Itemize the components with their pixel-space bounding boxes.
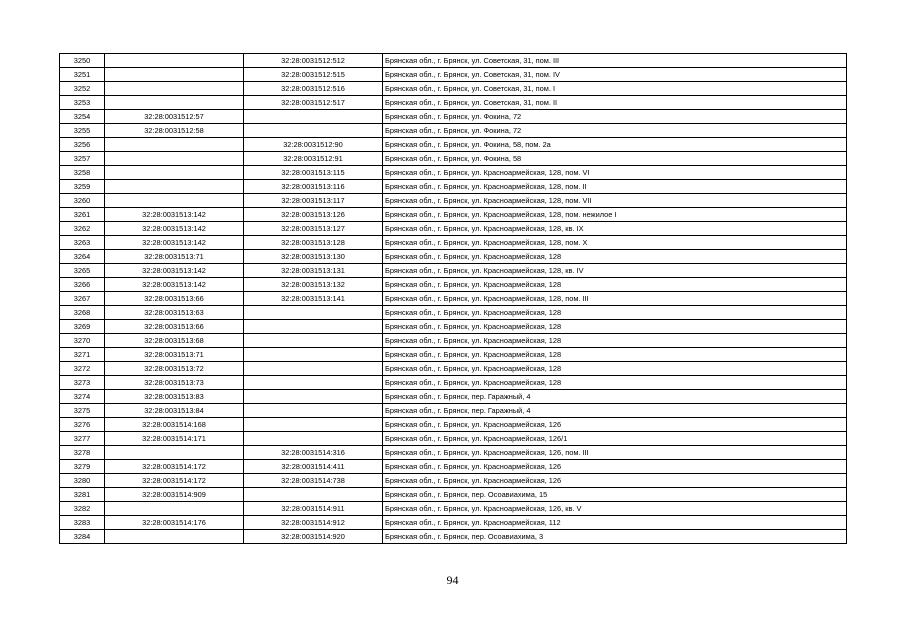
table-row: [60, 278, 847, 292]
row-number-cell: 3261: [60, 208, 105, 222]
parcel-cadastral-number-cell: 32:28:0031512:58: [105, 124, 244, 138]
address-cell: Брянская обл., г. Брянск, ул. Красноармейская, 126: [383, 418, 847, 432]
table-row: [60, 376, 847, 390]
parcel-cadastral-number-cell: 32:28:0031514:176: [105, 516, 244, 530]
table-row: [60, 138, 847, 152]
object-cadastral-number-cell: [244, 306, 383, 320]
row-number-cell: 3280: [60, 474, 105, 488]
object-cadastral-number-cell: 32:28:0031513:141: [244, 292, 383, 306]
table-row: [60, 502, 847, 516]
address-cell: Брянская обл., г. Брянск, ул. Красноармейская, 128: [383, 250, 847, 264]
table-row: [60, 54, 847, 68]
object-cadastral-number-cell: [244, 404, 383, 418]
parcel-cadastral-number-cell: 32:28:0031512:57: [105, 110, 244, 124]
parcel-cadastral-number-cell: 32:28:0031513:66: [105, 292, 244, 306]
table-row: [60, 180, 847, 194]
object-cadastral-number-cell: 32:28:0031512:91: [244, 152, 383, 166]
row-number-cell: 3259: [60, 180, 105, 194]
table-row: [60, 82, 847, 96]
address-cell: Брянская обл., г. Брянск, ул. Красноармейская, 128, пом. X: [383, 236, 847, 250]
table-row: [60, 320, 847, 334]
row-number-cell: 3263: [60, 236, 105, 250]
table-row: [60, 236, 847, 250]
table-row: [60, 446, 847, 460]
address-cell: Брянская обл., г. Брянск, ул. Советская, 31, пом. II: [383, 96, 847, 110]
row-number-cell: 3270: [60, 334, 105, 348]
table-row: [60, 194, 847, 208]
table-row: [60, 362, 847, 376]
parcel-cadastral-number-cell: 32:28:0031514:909: [105, 488, 244, 502]
row-number-cell: 3278: [60, 446, 105, 460]
object-cadastral-number-cell: 32:28:0031513:131: [244, 264, 383, 278]
parcel-cadastral-number-cell: 32:28:0031513:142: [105, 222, 244, 236]
parcel-cadastral-number-cell: 32:28:0031513:142: [105, 236, 244, 250]
table-row: [60, 152, 847, 166]
address-cell: Брянская обл., г. Брянск, ул. Советская, 31, пом. IV: [383, 68, 847, 82]
object-cadastral-number-cell: [244, 432, 383, 446]
address-cell: Брянская обл., г. Брянск, пер. Осоавиахима, 3: [383, 530, 847, 544]
address-cell: Брянская обл., г. Брянск, пер. Гаражный, 4: [383, 390, 847, 404]
row-number-cell: 3273: [60, 376, 105, 390]
object-cadastral-number-cell: 32:28:0031512:90: [244, 138, 383, 152]
table-row: [60, 96, 847, 110]
address-cell: Брянская обл., г. Брянск, ул. Красноармейская, 128, кв. IV: [383, 264, 847, 278]
row-number-cell: 3253: [60, 96, 105, 110]
address-cell: Брянская обл., г. Брянск, ул. Фокина, 72: [383, 110, 847, 124]
address-cell: Брянская обл., г. Брянск, ул. Красноармейская, 126, пом. III: [383, 446, 847, 460]
table-row: [60, 222, 847, 236]
parcel-cadastral-number-cell: [105, 166, 244, 180]
table-row: [60, 516, 847, 530]
object-cadastral-number-cell: 32:28:0031513:126: [244, 208, 383, 222]
address-cell: Брянская обл., г. Брянск, ул. Красноармейская, 128, кв. IX: [383, 222, 847, 236]
address-cell: Брянская обл., г. Брянск, пер. Гаражный, 4: [383, 404, 847, 418]
address-cell: Брянская обл., г. Брянск, ул. Красноармейская, 126/1: [383, 432, 847, 446]
address-cell: Брянская обл., г. Брянск, ул. Красноармейская, 128: [383, 278, 847, 292]
row-number-cell: 3284: [60, 530, 105, 544]
table-row: [60, 390, 847, 404]
parcel-cadastral-number-cell: [105, 502, 244, 516]
address-cell: Брянская обл., г. Брянск, ул. Красноармейская, 126, кв. V: [383, 502, 847, 516]
object-cadastral-number-cell: 32:28:0031513:130: [244, 250, 383, 264]
parcel-cadastral-number-cell: 32:28:0031513:68: [105, 334, 244, 348]
parcel-cadastral-number-cell: 32:28:0031513:142: [105, 208, 244, 222]
parcel-cadastral-number-cell: 32:28:0031513:83: [105, 390, 244, 404]
table-row: [60, 306, 847, 320]
row-number-cell: 3275: [60, 404, 105, 418]
address-cell: Брянская обл., г. Брянск, ул. Красноармейская, 128, пом. VI: [383, 166, 847, 180]
page-number: 94: [446, 573, 459, 587]
row-number-cell: 3268: [60, 306, 105, 320]
row-number-cell: 3272: [60, 362, 105, 376]
address-cell: Брянская обл., г. Брянск, ул. Красноармейская, 112: [383, 516, 847, 530]
object-cadastral-number-cell: 32:28:0031513:127: [244, 222, 383, 236]
address-cell: Брянская обл., г. Брянск, ул. Фокина, 58: [383, 152, 847, 166]
row-number-cell: 3271: [60, 348, 105, 362]
address-cell: Брянская обл., г. Брянск, ул. Красноармейская, 128, пом. II: [383, 180, 847, 194]
row-number-cell: 3279: [60, 460, 105, 474]
table-row: [60, 264, 847, 278]
row-number-cell: 3257: [60, 152, 105, 166]
parcel-cadastral-number-cell: [105, 82, 244, 96]
row-number-cell: 3260: [60, 194, 105, 208]
object-cadastral-number-cell: 32:28:0031512:516: [244, 82, 383, 96]
parcel-cadastral-number-cell: [105, 530, 244, 544]
row-number-cell: 3266: [60, 278, 105, 292]
parcel-cadastral-number-cell: [105, 54, 244, 68]
address-cell: Брянская обл., г. Брянск, ул. Красноармейская, 128: [383, 334, 847, 348]
parcel-cadastral-number-cell: [105, 194, 244, 208]
object-cadastral-number-cell: 32:28:0031514:912: [244, 516, 383, 530]
parcel-cadastral-number-cell: 32:28:0031513:66: [105, 320, 244, 334]
parcel-cadastral-number-cell: [105, 446, 244, 460]
address-cell: Брянская обл., г. Брянск, ул. Красноармейская, 126: [383, 460, 847, 474]
parcel-cadastral-number-cell: 32:28:0031513:73: [105, 376, 244, 390]
object-cadastral-number-cell: 32:28:0031513:116: [244, 180, 383, 194]
table-row: [60, 124, 847, 138]
object-cadastral-number-cell: 32:28:0031512:512: [244, 54, 383, 68]
row-number-cell: 3262: [60, 222, 105, 236]
object-cadastral-number-cell: [244, 390, 383, 404]
object-cadastral-number-cell: [244, 362, 383, 376]
parcel-cadastral-number-cell: 32:28:0031514:172: [105, 474, 244, 488]
parcel-cadastral-number-cell: 32:28:0031513:71: [105, 250, 244, 264]
registry-table-body: [60, 54, 847, 544]
object-cadastral-number-cell: [244, 418, 383, 432]
table-row: [60, 110, 847, 124]
row-number-cell: 3283: [60, 516, 105, 530]
row-number-cell: 3276: [60, 418, 105, 432]
address-cell: Брянская обл., г. Брянск, ул. Фокина, 72: [383, 124, 847, 138]
table-row: [60, 474, 847, 488]
row-number-cell: 3258: [60, 166, 105, 180]
table-row: [60, 166, 847, 180]
object-cadastral-number-cell: [244, 320, 383, 334]
address-cell: Брянская обл., г. Брянск, ул. Красноармейская, 128, пом. VII: [383, 194, 847, 208]
parcel-cadastral-number-cell: [105, 180, 244, 194]
parcel-cadastral-number-cell: [105, 138, 244, 152]
row-number-cell: 3282: [60, 502, 105, 516]
table-row: [60, 348, 847, 362]
parcel-cadastral-number-cell: [105, 152, 244, 166]
object-cadastral-number-cell: 32:28:0031513:132: [244, 278, 383, 292]
address-cell: Брянская обл., г. Брянск, ул. Советская, 31, пом. III: [383, 54, 847, 68]
address-cell: Брянская обл., г. Брянск, ул. Красноармейская, 128, пом. III: [383, 292, 847, 306]
row-number-cell: 3277: [60, 432, 105, 446]
property-registry-table: [59, 53, 847, 544]
address-cell: Брянская обл., г. Брянск, ул. Красноармейская, 126: [383, 474, 847, 488]
address-cell: Брянская обл., г. Брянск, ул. Красноармейская, 128, пом. нежилое I: [383, 208, 847, 222]
table-row: [60, 250, 847, 264]
row-number-cell: 3250: [60, 54, 105, 68]
address-cell: Брянская обл., г. Брянск, ул. Красноармейская, 128: [383, 320, 847, 334]
table-row: [60, 208, 847, 222]
address-cell: Брянская обл., г. Брянск, ул. Советская, 31, пом. I: [383, 82, 847, 96]
object-cadastral-number-cell: [244, 334, 383, 348]
row-number-cell: 3265: [60, 264, 105, 278]
row-number-cell: 3274: [60, 390, 105, 404]
address-cell: Брянская обл., г. Брянск, ул. Фокина, 58, пом. 2а: [383, 138, 847, 152]
parcel-cadastral-number-cell: 32:28:0031514:171: [105, 432, 244, 446]
address-cell: Брянская обл., г. Брянск, ул. Красноармейская, 128: [383, 376, 847, 390]
table-row: [60, 68, 847, 82]
address-cell: Брянская обл., г. Брянск, ул. Красноармейская, 128: [383, 306, 847, 320]
parcel-cadastral-number-cell: 32:28:0031513:63: [105, 306, 244, 320]
address-cell: Брянская обл., г. Брянск, ул. Красноармейская, 128: [383, 348, 847, 362]
object-cadastral-number-cell: 32:28:0031514:911: [244, 502, 383, 516]
object-cadastral-number-cell: [244, 376, 383, 390]
table-row: [60, 292, 847, 306]
table-row: [60, 418, 847, 432]
object-cadastral-number-cell: 32:28:0031513:117: [244, 194, 383, 208]
parcel-cadastral-number-cell: 32:28:0031513:84: [105, 404, 244, 418]
object-cadastral-number-cell: 32:28:0031514:920: [244, 530, 383, 544]
address-cell: Брянская обл., г. Брянск, ул. Красноармейская, 128: [383, 362, 847, 376]
object-cadastral-number-cell: [244, 124, 383, 138]
object-cadastral-number-cell: 32:28:0031513:128: [244, 236, 383, 250]
object-cadastral-number-cell: [244, 110, 383, 124]
object-cadastral-number-cell: [244, 348, 383, 362]
row-number-cell: 3269: [60, 320, 105, 334]
table-row: [60, 432, 847, 446]
table-row: [60, 460, 847, 474]
row-number-cell: 3256: [60, 138, 105, 152]
object-cadastral-number-cell: 32:28:0031512:515: [244, 68, 383, 82]
row-number-cell: 3264: [60, 250, 105, 264]
object-cadastral-number-cell: [244, 488, 383, 502]
address-cell: Брянская обл., г. Брянск, пер. Осоавиахима, 15: [383, 488, 847, 502]
parcel-cadastral-number-cell: 32:28:0031513:72: [105, 362, 244, 376]
row-number-cell: 3251: [60, 68, 105, 82]
parcel-cadastral-number-cell: [105, 68, 244, 82]
row-number-cell: 3267: [60, 292, 105, 306]
table-row: [60, 404, 847, 418]
table-row: [60, 530, 847, 544]
row-number-cell: 3254: [60, 110, 105, 124]
object-cadastral-number-cell: 32:28:0031514:738: [244, 474, 383, 488]
table-row: [60, 488, 847, 502]
object-cadastral-number-cell: 32:28:0031514:316: [244, 446, 383, 460]
parcel-cadastral-number-cell: 32:28:0031513:142: [105, 264, 244, 278]
table-row: [60, 334, 847, 348]
parcel-cadastral-number-cell: 32:28:0031514:168: [105, 418, 244, 432]
row-number-cell: 3281: [60, 488, 105, 502]
row-number-cell: 3252: [60, 82, 105, 96]
parcel-cadastral-number-cell: [105, 96, 244, 110]
parcel-cadastral-number-cell: 32:28:0031513:142: [105, 278, 244, 292]
object-cadastral-number-cell: 32:28:0031514:411: [244, 460, 383, 474]
object-cadastral-number-cell: 32:28:0031512:517: [244, 96, 383, 110]
object-cadastral-number-cell: 32:28:0031513:115: [244, 166, 383, 180]
parcel-cadastral-number-cell: 32:28:0031513:71: [105, 348, 244, 362]
row-number-cell: 3255: [60, 124, 105, 138]
parcel-cadastral-number-cell: 32:28:0031514:172: [105, 460, 244, 474]
